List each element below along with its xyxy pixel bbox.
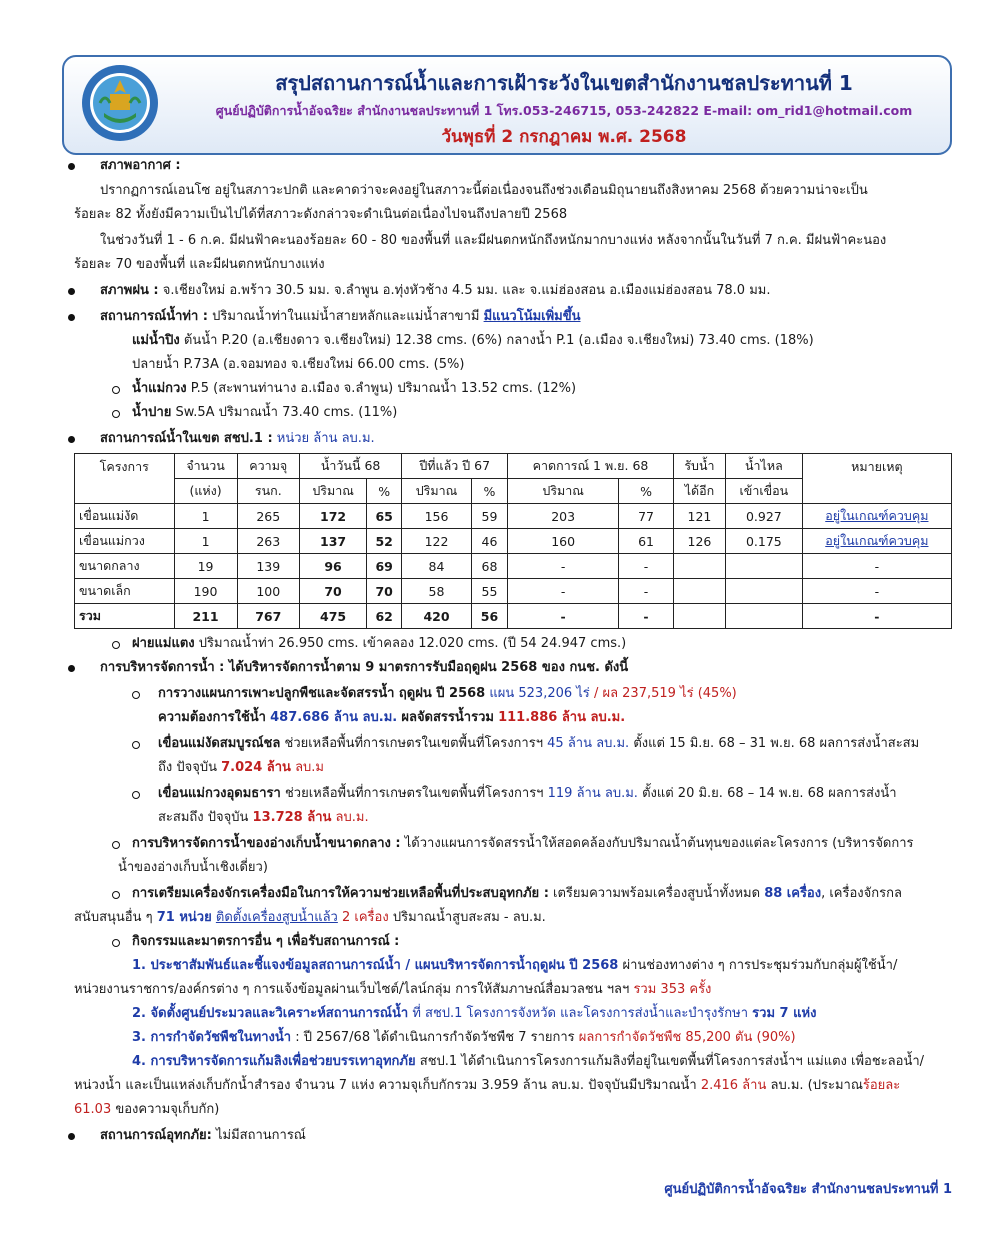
ngat-value: 7.024 ล้าน: [221, 760, 291, 775]
kuang-dam-unit: ลบ.ม.: [335, 810, 369, 825]
weir-line: [132, 635, 626, 653]
col-count-unit: (แห่ง): [174, 479, 237, 504]
weather-heading: สภาพอากาศ :: [100, 158, 181, 173]
table-cell-name: เขื่อนแม่งัด: [75, 504, 175, 529]
machine-line-2: [74, 909, 546, 927]
activity-3: [132, 1029, 796, 1047]
col-forecast: คาดการณ์ 1 พ.ย. 68: [508, 454, 674, 479]
table-cell-count: 1: [174, 504, 237, 529]
activity-2-total: รวม 7 แห่ง: [752, 1006, 817, 1021]
kuang-text: P.5 (สะพานท่านาง อ.เมือง จ.ลำพูน) ปริมาณน้ำ 13.52 cms. (12%): [190, 381, 577, 396]
kuang-dam-value: 13.728 ล้าน: [252, 810, 332, 825]
table-cell-inflow: [726, 604, 803, 629]
machine-text: ปริมาณน้ำสูบสะสม - ลบ.ม.: [392, 910, 546, 925]
bullet-icon: [68, 1133, 75, 1140]
demand-line: [158, 709, 625, 727]
table-cell-inflow: [726, 554, 803, 579]
runoff-heading: สถานการณ์น้ำท่า :: [100, 309, 208, 324]
table-cell-name: ขนาดเล็ก: [75, 579, 175, 604]
bullet-icon: [68, 288, 75, 295]
col-percent: %: [471, 479, 507, 504]
table-cell-fc: 203: [508, 504, 619, 529]
table-cell-fc-pct: -: [619, 554, 674, 579]
table-cell-name: รวม: [75, 604, 175, 629]
bullet-icon: [68, 163, 75, 170]
activity-4-text: ลบ.ม. (ประมาณ: [770, 1078, 863, 1093]
col-receive: รับน้ำ: [673, 454, 725, 479]
demand-value: 487.686 ล้าน ลบ.ม.: [270, 710, 398, 725]
table-cell-today-pct: 52: [367, 529, 402, 554]
ping-text: ต้นน้ำ P.20 (อ.เชียงดาว จ.เชียงใหม่) 12.38 cms. (6%) กลางน้ำ P.1 (อ.เมือง จ.เชียงใหม่) 73.40 cms. (18%): [183, 333, 814, 348]
table-cell-remark: อยู่ในเกณฑ์ควบคุม: [802, 529, 951, 554]
table-cell-ly-pct: 56: [471, 604, 507, 629]
table-cell-recv: [673, 604, 725, 629]
table-cell-count: 190: [174, 579, 237, 604]
bullet-icon: [68, 436, 75, 443]
activity-4-text: สชป.1 ได้ดำเนินการโครงการแก้มลิงที่อยู่ในเขตพื้นที่โครงการส่งน้ำฯ แม่แตง เพื่อชะลอน้ำ/: [419, 1054, 925, 1069]
table-cell-remark: -: [802, 579, 951, 604]
medium-line: [132, 835, 914, 853]
machine-installed: ติดตั้งเครื่องสูบน้ำแล้ว: [215, 910, 338, 925]
circle-bullet-icon: [132, 741, 140, 749]
machine-count: 88 เครื่อง: [764, 886, 822, 901]
table-cell-today: 96: [300, 554, 367, 579]
activity-4-text: หน่วงน้ำ และเป็นแหล่งเก็บกักน้ำสำรอง จำนวน 7 แห่ง ความจุเก็บกักรวม 3.959 ล้าน ลบ.ม. ปัจจุบันมีปริมาณน้ำ: [74, 1078, 697, 1093]
circle-bullet-icon: [132, 791, 140, 799]
activity-4-label: 4. การบริหารจัดการแก้มลิงเพื่อช่วยบรรเทาอุทกภัย: [132, 1054, 416, 1069]
ngat-label: เขื่อนแม่งัดสมบูรณ์ชล: [158, 736, 281, 751]
demand-label: ความต้องการใช้น้ำ: [158, 710, 266, 725]
weather-text: ในช่วงวันที่ 1 - 6 ก.ค. มีฝนฟ้าคะนองร้อยละ 60 - 80 ของพื้นที่ และมีฝนตกหนักถึงหนักมากบางแห่ง หลังจากนั้นในวันที่ 7 ก.ค. มีฝนฟ้าคะนอง: [100, 233, 887, 248]
reservoir-line: [100, 430, 375, 448]
circle-bullet-icon: [112, 891, 120, 899]
medium-line-2: น้ำของอ่างเก็บน้ำเชิงเดี่ยว): [118, 860, 268, 875]
kuang-dam-label: เขื่อนแม่กวงอุดมธารา: [158, 786, 281, 801]
activity-4: [132, 1053, 924, 1071]
header-banner: [62, 55, 952, 155]
weir-text: ปริมาณน้ำท่า 26.950 cms. เข้าคลอง 12.020 cms. (ปี 54 24.947 cms.): [198, 636, 627, 651]
table-row: [75, 554, 952, 579]
table-header-row: [75, 454, 952, 479]
table-cell-fc-pct: 61: [619, 529, 674, 554]
disaster-text: ไม่มีสถานการณ์: [215, 1128, 306, 1143]
table-cell-today-pct: 65: [367, 504, 402, 529]
kuang-dam-text: สะสมถึง ปัจจุบัน: [158, 810, 249, 825]
table-cell-cap: 263: [237, 529, 299, 554]
table-cell-ly: 84: [402, 554, 472, 579]
activity-3-text: : ปี 2567/68 ได้ดำเนินการกำจัดวัชพืช 7 รายการ: [295, 1030, 575, 1045]
activity-1-label: 1. ประชาสัมพันธ์และชี้แจงข้อมูลสถานการณ์น้ำ / แผนบริหารจัดการน้ำฤดูฝน ปี 2568: [132, 958, 619, 973]
machine-line: [132, 885, 902, 903]
col-receive-2: ได้อีก: [673, 479, 725, 504]
pai-label: น้ำปาย: [132, 405, 172, 420]
runoff-trend: มีแนวโน้มเพิ่มขึ้น: [483, 309, 581, 324]
royal-irrigation-department-logo: [80, 63, 160, 143]
runoff-line: [100, 308, 581, 326]
circle-bullet-icon: [112, 410, 120, 418]
table-cell-ly: 156: [402, 504, 472, 529]
col-volume: ปริมาณ: [402, 479, 472, 504]
table-cell-remark: -: [802, 604, 951, 629]
machine-installed-count: 2 เครื่อง: [342, 910, 389, 925]
machine-text: เตรียมความพร้อมเครื่องสูบน้ำทั้งหมด: [553, 886, 761, 901]
machine-label: การเตรียมเครื่องจักรเครื่องมือในการให้ความช่วยเหลือพื้นที่ประสบอุทกภัย :: [132, 886, 549, 901]
col-percent: %: [619, 479, 674, 504]
col-capacity: ความจุ: [237, 454, 299, 479]
activity-3-label: 3. การกำจัดวัชพืชในทางน้ำ: [132, 1030, 292, 1045]
table-cell-today-pct: 69: [367, 554, 402, 579]
table-cell-ly-pct: 46: [471, 529, 507, 554]
table-cell-today-pct: 62: [367, 604, 402, 629]
table-cell-fc: -: [508, 554, 619, 579]
plan-label: การวางแผนการเพาะปลูกพืชและจัดสรรน้ำ ฤดูฝน ปี 2568: [158, 686, 486, 701]
table-cell-cap: 100: [237, 579, 299, 604]
kuang-dam-line-2: [158, 809, 369, 827]
reservoir-table: [74, 453, 952, 629]
col-today: น้ำวันนี้ 68: [300, 454, 402, 479]
table-cell-remark: อยู่ในเกณฑ์ควบคุม: [802, 504, 951, 529]
runoff-text: ปริมาณน้ำท่าในแม่น้ำสายหลักและแม่น้ำสาขามี: [212, 309, 480, 324]
rain-line: [100, 282, 770, 300]
table-cell-cap: 265: [237, 504, 299, 529]
activity-2: [132, 1005, 816, 1023]
kuang-dam-amount: 119 ล้าน ลบ.ม.: [547, 786, 638, 801]
activity-1-total: รวม 353 ครั้ง: [633, 982, 712, 997]
activity-4-value: 2.416 ล้าน: [700, 1078, 767, 1093]
page-title: สรุปสถานการณ์น้ำและการเฝ้าระวังในเขตสำนักงานชลประทานที่ 1: [275, 71, 853, 95]
table-row: [75, 579, 952, 604]
plan-line: [158, 685, 737, 703]
table-cell-fc: -: [508, 579, 619, 604]
table-cell-fc: -: [508, 604, 619, 629]
ping-line: [132, 332, 814, 350]
table-cell-today-pct: 70: [367, 579, 402, 604]
col-remark: หมายเหตุ: [802, 454, 951, 504]
table-cell-recv: 126: [673, 529, 725, 554]
ngat-amount: 45 ล้าน ลบ.ม.: [547, 736, 630, 751]
table-cell-name: เขื่อนแม่กวง: [75, 529, 175, 554]
circle-bullet-icon: [132, 691, 140, 699]
table-cell-recv: [673, 554, 725, 579]
table-cell-ly-pct: 55: [471, 579, 507, 604]
table-cell-today: 475: [300, 604, 367, 629]
activities-heading: กิจกรรมและมาตรการอื่น ๆ เพื่อรับสถานการณ์ :: [132, 934, 400, 949]
table-cell-fc-pct: -: [619, 604, 674, 629]
weather-text: ปรากฏการณ์เอนโซ อยู่ในสภาวะปกติ และคาดว่าจะคงอยู่ในสภาวะนี้ต่อเนื่องจนถึงช่วงเดือนมิถุนายนถึงสิงหาคม 2568 ด้วยความน่าจะเป็น: [100, 183, 868, 198]
plan-value: แผน 523,206 ไร่: [489, 686, 590, 701]
col-percent: %: [367, 479, 402, 504]
table-cell-ly: 122: [402, 529, 472, 554]
table-cell-recv: 121: [673, 504, 725, 529]
rain-heading: สภาพฝน :: [100, 283, 159, 298]
table-cell-ly: 420: [402, 604, 472, 629]
table-cell-recv: [673, 579, 725, 604]
ngat-line: [158, 735, 919, 753]
table-cell-today: 137: [300, 529, 367, 554]
weather-text: ร้อยละ 82 ทั้งยังมีความเป็นไปได้ที่สภาวะดังกล่าวจะดำเนินต่อเนื่องไปจนถึงปลายปี 2568: [74, 207, 568, 222]
table-cell-fc: 160: [508, 529, 619, 554]
activity-4-line-2: [74, 1077, 900, 1095]
reservoir-unit: หน่วย ล้าน ลบ.ม.: [276, 431, 375, 446]
bullet-icon: [68, 314, 75, 321]
circle-bullet-icon: [112, 386, 120, 394]
circle-bullet-icon: [112, 841, 120, 849]
activity-4-text: ของความจุเก็บกัก): [115, 1102, 220, 1117]
table-cell-count: 211: [174, 604, 237, 629]
weir-label: ฝายแม่แตง: [132, 636, 195, 651]
activity-1-text: หน่วยงานราชการ/องค์กรต่าง ๆ การแจ้งข้อมูลผ่านเว็บไซต์/ไลน์กลุ่ม การให้สัมภาษณ์สื่อมวลชน ฯลฯ: [74, 982, 630, 997]
table-cell-inflow: 0.175: [726, 529, 803, 554]
alloc-label: ผลจัดสรรน้ำรวม: [401, 710, 494, 725]
plan-result: / ผล 237,519 ไร่ (45%): [593, 686, 737, 701]
table-cell-inflow: [726, 579, 803, 604]
table-cell-cap: 767: [237, 604, 299, 629]
table-cell-remark: -: [802, 554, 951, 579]
kuang-dam-line: [158, 785, 897, 803]
circle-bullet-icon: [112, 641, 120, 649]
ngat-text: ตั้งแต่ 15 มิ.ย. 68 – 31 พ.ย. 68 ผลการส่งน้ำสะสม: [633, 736, 920, 751]
table-cell-count: 19: [174, 554, 237, 579]
ngat-unit: ลบ.ม: [295, 760, 324, 775]
machine-text: สนับสนุนอื่น ๆ: [74, 910, 153, 925]
table-cell-fc-pct: 77: [619, 504, 674, 529]
activity-4-percent: 61.03: [74, 1102, 112, 1117]
machine-text: , เครื่องจักรกล: [821, 886, 902, 901]
reservoir-heading: สถานการณ์น้ำในเขต สชป.1 :: [100, 431, 273, 446]
table-cell-inflow: 0.927: [726, 504, 803, 529]
table-cell-ly-pct: 59: [471, 504, 507, 529]
medium-label: การบริหารจัดการน้ำของอ่างเก็บน้ำขนาดกลาง :: [132, 836, 401, 851]
col-volume: ปริมาณ: [508, 479, 619, 504]
table-cell-today: 70: [300, 579, 367, 604]
col-volume: ปริมาณ: [300, 479, 367, 504]
table-cell-cap: 139: [237, 554, 299, 579]
activity-4-line-3: [74, 1101, 219, 1119]
table-cell-count: 1: [174, 529, 237, 554]
table-row: [75, 529, 952, 554]
bullet-icon: [68, 665, 75, 672]
col-project: โครงการ: [75, 454, 175, 504]
ping-label: แม่น้ำปิง: [132, 333, 180, 348]
table-cell-today: 172: [300, 504, 367, 529]
footer-signature: ศูนย์ปฏิบัติการน้ำอัจฉริยะ สำนักงานชลประทานที่ 1: [664, 1182, 952, 1197]
col-last-year: ปีที่แล้ว ปี 67: [402, 454, 508, 479]
pai-line: [132, 404, 397, 422]
table-cell-ly-pct: 68: [471, 554, 507, 579]
col-inflow: น้ำไหล: [726, 454, 803, 479]
activity-1-line-2: [74, 981, 711, 999]
ngat-text: ถึง ปัจจุบัน: [158, 760, 217, 775]
ping-line-2: ปลายน้ำ P.73A (อ.จอมทอง จ.เชียงใหม่ 66.00 cms. (5%): [132, 357, 465, 372]
col-inflow-2: เข้าเขื่อน: [726, 479, 803, 504]
management-heading: การบริหารจัดการน้ำ : ได้บริหารจัดการน้ำตาม 9 มาตรการรับมือฤดูฝน 2568 ของ กนช. ดังนี้: [100, 660, 629, 675]
table-cell-fc-pct: -: [619, 579, 674, 604]
report-date: วันพุธที่ 2 กรกฎาคม พ.ศ. 2568: [441, 127, 687, 147]
kuang-label: น้ำแม่กวง: [132, 381, 187, 396]
activity-2-label: 2. จัดตั้งศูนย์ประมวลและวิเคราะห์สถานการณ์น้ำ: [132, 1006, 409, 1021]
rain-text: จ.เชียงใหม่ อ.พร้าว 30.5 มม. จ.ลำพูน อ.ทุ่งหัวช้าง 4.5 มม. และ จ.แม่ฮ่องสอน อ.เมืองแม่ฮ่องสอน 78.0 มม.: [162, 283, 771, 298]
circle-bullet-icon: [112, 939, 120, 947]
activity-2-text: ที่ สชป.1 โครงการจังหวัด และโครงการส่งน้ำและบำรุงรักษา: [412, 1006, 749, 1021]
table-cell-ly: 58: [402, 579, 472, 604]
col-count: จำนวน: [174, 454, 237, 479]
disaster-heading: สถานการณ์อุทกภัย:: [100, 1128, 212, 1143]
medium-text: ได้วางแผนการจัดสรรน้ำให้สอดคล้องกับปริมาณน้ำต้นทุนของแต่ละโครงการ (บริหารจัดการ: [404, 836, 914, 851]
pai-text: Sw.5A ปริมาณน้ำ 73.40 cms. (11%): [175, 405, 398, 420]
kuang-dam-text: ตั้งแต่ 20 มิ.ย. 68 – 14 พ.ย. 68 ผลการส่งน้ำ: [642, 786, 897, 801]
contact-line: ศูนย์ปฏิบัติการน้ำอัจฉริยะ สำนักงานชลประทานที่ 1 โทร.053-246715, 053-242822 E-mail: om_rid1@hotmail.com: [215, 103, 913, 118]
table-row: [75, 604, 952, 629]
kuang-dam-text: ช่วยเหลือพื้นที่การเกษตรในเขตพื้นที่โครงการฯ: [284, 786, 544, 801]
table-cell-name: ขนาดกลาง: [75, 554, 175, 579]
activity-4-percent-label: ร้อยละ: [862, 1078, 901, 1093]
ngat-text: ช่วยเหลือพื้นที่การเกษตรในเขตพื้นที่โครงการฯ: [284, 736, 544, 751]
machine-units: 71 หน่วย: [156, 910, 212, 925]
activity-3-result: ผลการกำจัดวัชพืช 85,200 ตัน (90%): [578, 1030, 796, 1045]
alloc-value: 111.886 ล้าน ลบ.ม.: [498, 710, 626, 725]
weather-text: ร้อยละ 70 ของพื้นที่ และมีฝนตกหนักบางแห่ง: [74, 257, 325, 272]
col-capacity-unit: รนก.: [237, 479, 299, 504]
table-row: [75, 504, 952, 529]
kuang-line: [132, 380, 576, 398]
activity-1: [132, 957, 897, 975]
ngat-line-2: [158, 759, 324, 777]
activity-1-text: ผ่านช่องทางต่าง ๆ การประชุมร่วมกับกลุ่มผู้ใช้น้ำ/: [622, 958, 898, 973]
disaster-line: [100, 1127, 306, 1145]
